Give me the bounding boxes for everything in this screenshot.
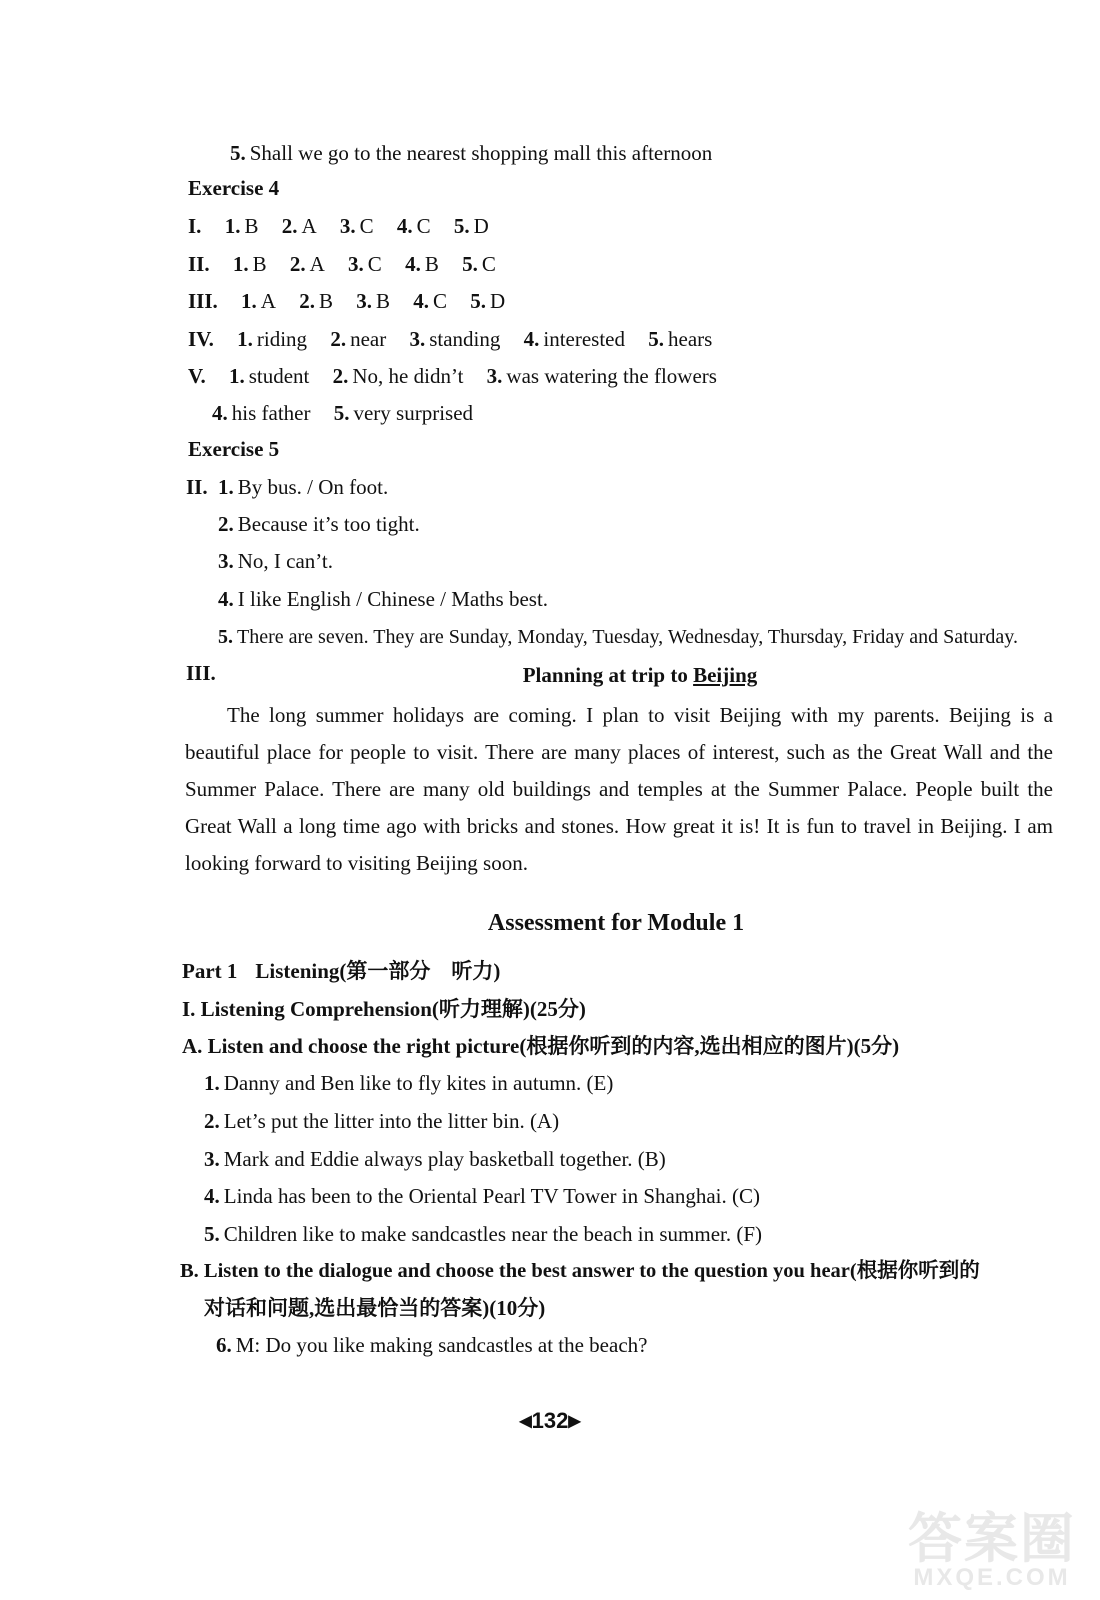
answer: There are seven. They are Sunday, Monday, Tuesday, Wednesday, Thursday, Friday and Saturday. bbox=[237, 626, 1018, 648]
ex5-ii-item-4 bbox=[218, 586, 548, 612]
item-number: 2. bbox=[218, 512, 234, 536]
ex5-ii-label: II. bbox=[186, 475, 208, 499]
answer: Because it’s too tight. bbox=[237, 512, 420, 536]
answer: interested bbox=[543, 327, 626, 351]
item-number: 5. bbox=[470, 289, 486, 313]
answer: D bbox=[473, 214, 489, 238]
watermark-logo bbox=[908, 1509, 1076, 1591]
assessment-title: Assessment for Module 1 bbox=[487, 910, 745, 936]
ex4-row-iv bbox=[188, 326, 712, 352]
answer: A bbox=[260, 289, 276, 313]
answer: student bbox=[248, 364, 310, 388]
answer: D bbox=[490, 289, 506, 313]
answer: very surprised bbox=[353, 401, 474, 425]
item-number: 4. bbox=[212, 401, 228, 425]
item-number: 3. bbox=[339, 214, 356, 238]
item-number: 2. bbox=[299, 289, 315, 313]
item-number: 5. bbox=[453, 214, 470, 238]
item-number: 2. bbox=[204, 1109, 220, 1133]
item-number: 3. bbox=[204, 1147, 220, 1171]
ex4-row-v bbox=[188, 363, 717, 389]
item-number: 1. bbox=[237, 327, 253, 351]
section-b-heading-line-2: 对话和问题,选出最恰当的答案)(10分) bbox=[204, 1296, 546, 1320]
ex5-ii-item-1 bbox=[218, 474, 388, 500]
item-number: 4. bbox=[396, 214, 413, 238]
item-number: 1. bbox=[204, 1071, 220, 1095]
answer: hears bbox=[668, 327, 713, 351]
row-label: I. bbox=[188, 214, 202, 238]
item-number: 5. bbox=[462, 252, 478, 276]
ex5-iii-label: III. bbox=[186, 661, 216, 685]
answer: No, he didn’t bbox=[352, 364, 464, 388]
item-number: 3. bbox=[356, 289, 372, 313]
answer: riding bbox=[256, 327, 308, 351]
answer: B bbox=[252, 252, 267, 276]
ex4-row-ii bbox=[188, 251, 496, 277]
item-text: Mark and Eddie always play basketball together. (B) bbox=[223, 1147, 666, 1171]
item-text: Linda has been to the Oriental Pearl TV Tower in Shanghai. (C) bbox=[223, 1184, 760, 1208]
item-text: Danny and Ben like to fly kites in autumn. (E) bbox=[223, 1071, 614, 1095]
item-number: 4. bbox=[204, 1184, 220, 1208]
item-text: Shall we go to the nearest shopping mall this afternoon bbox=[249, 141, 713, 165]
a-item-4 bbox=[204, 1183, 760, 1209]
answer: C bbox=[481, 252, 496, 276]
a-item-3 bbox=[204, 1146, 666, 1172]
item-number: 2. bbox=[332, 364, 349, 388]
answer: C bbox=[432, 289, 447, 313]
item-number: 4. bbox=[218, 587, 234, 611]
item-number: 2. bbox=[330, 327, 347, 351]
watermark-line-1: 答案圈 bbox=[908, 1509, 1076, 1569]
row-label: II. bbox=[188, 252, 210, 276]
ex4-row-iii bbox=[188, 288, 505, 314]
item-number: 3. bbox=[218, 549, 234, 573]
a-item-1 bbox=[204, 1070, 613, 1096]
item-number: 1. bbox=[241, 289, 257, 313]
row-label: III. bbox=[188, 289, 218, 313]
item-text: M: Do you like making sandcastles at the beach? bbox=[235, 1333, 648, 1357]
ex4-row-v-cont bbox=[212, 400, 473, 426]
item-number: 5. bbox=[333, 401, 350, 425]
answer: C bbox=[367, 252, 382, 276]
item-number: 2. bbox=[289, 252, 306, 276]
ex5-ii-item-3 bbox=[218, 548, 333, 574]
item-number: 4. bbox=[413, 289, 429, 313]
item-number: 3. bbox=[409, 327, 426, 351]
a-item-5 bbox=[204, 1221, 762, 1247]
ex3-item-5 bbox=[230, 140, 712, 166]
item-number: 5. bbox=[218, 626, 233, 648]
answer: his father bbox=[231, 401, 311, 425]
answer: near bbox=[350, 327, 387, 351]
part-label: Part 1 bbox=[182, 959, 238, 983]
item-number: 2. bbox=[281, 214, 298, 238]
item-number: 6. bbox=[216, 1333, 232, 1357]
ex5-ii-item-5 bbox=[218, 624, 1018, 650]
answer: A bbox=[301, 214, 317, 238]
row-label: IV. bbox=[188, 327, 214, 351]
essay-paragraph: The long summer holidays are coming. I plan to visit Beijing with my parents. Beijing is a beautiful place for people to visit. There are many places of interest, such as the Great Wall and the Summer Palace. There are many old buildings and temples at the Summer Palace. People built the Great Wall a long time ago with bricks and stones. How great it is! It is fun to travel in Beijing. I am looking forward to visiting Beijing soon. bbox=[185, 703, 1053, 875]
answer: B bbox=[424, 252, 439, 276]
item-number: 5. bbox=[648, 327, 665, 351]
page-number bbox=[0, 1408, 1100, 1434]
item-number: 1. bbox=[224, 214, 241, 238]
answer: No, I can’t. bbox=[237, 549, 333, 573]
right-triangle-icon: ▶ bbox=[568, 1413, 581, 1430]
exercise-4-heading: Exercise 4 bbox=[188, 176, 280, 200]
item-number: 1. bbox=[228, 364, 245, 388]
answer: B bbox=[318, 289, 333, 313]
item-number: 4. bbox=[405, 252, 421, 276]
item-number: 4. bbox=[523, 327, 540, 351]
answer: B bbox=[375, 289, 390, 313]
ex5-ii-item-2 bbox=[218, 511, 420, 537]
section-b-heading-line-1: B. Listen to the dialogue and choose the best answer to the question you hear(根据你听到的 bbox=[180, 1260, 980, 1282]
row-label: V. bbox=[188, 364, 206, 388]
a-item-2 bbox=[204, 1108, 559, 1134]
ex4-row-i bbox=[188, 213, 489, 239]
item-number: 5. bbox=[204, 1222, 220, 1246]
page-number-value: 132 bbox=[531, 1408, 569, 1433]
item-number: 3. bbox=[486, 364, 503, 388]
watermark-line-2: MXQE.COM bbox=[913, 1564, 1071, 1591]
section-i-heading: I. Listening Comprehension(听力理解)(25分) bbox=[182, 997, 586, 1021]
answer: was watering the flowers bbox=[506, 364, 717, 388]
essay-title-underlined: Beijing bbox=[693, 663, 758, 687]
item-number: 5. bbox=[230, 141, 246, 165]
answer: By bus. / On foot. bbox=[237, 475, 389, 499]
item-number: 3. bbox=[348, 252, 364, 276]
section-a-heading: A. Listen and choose the right picture(根据你听到的内容,选出相应的图片)(5分) bbox=[182, 1034, 900, 1058]
answer: A bbox=[309, 252, 325, 276]
answer: C bbox=[416, 214, 431, 238]
essay-title-text: Planning at trip to bbox=[522, 663, 694, 687]
item-number: 1. bbox=[218, 475, 234, 499]
answer: C bbox=[359, 214, 374, 238]
answer: standing bbox=[429, 327, 501, 351]
item-text: Let’s put the litter into the litter bin. (A) bbox=[223, 1109, 560, 1133]
exercise-5-heading: Exercise 5 bbox=[188, 437, 280, 461]
essay-title bbox=[0, 662, 1100, 688]
part-1-heading bbox=[182, 958, 500, 984]
item-text: Children like to make sandcastles near the beach in summer. (F) bbox=[223, 1222, 763, 1246]
item-number: 1. bbox=[232, 252, 249, 276]
answer: B bbox=[244, 214, 259, 238]
left-triangle-icon: ◀ bbox=[519, 1413, 532, 1430]
answer: I like English / Chinese / Maths best. bbox=[237, 587, 549, 611]
part-title: Listening(第一部分 听力) bbox=[255, 959, 501, 983]
b-item-6 bbox=[216, 1332, 647, 1358]
